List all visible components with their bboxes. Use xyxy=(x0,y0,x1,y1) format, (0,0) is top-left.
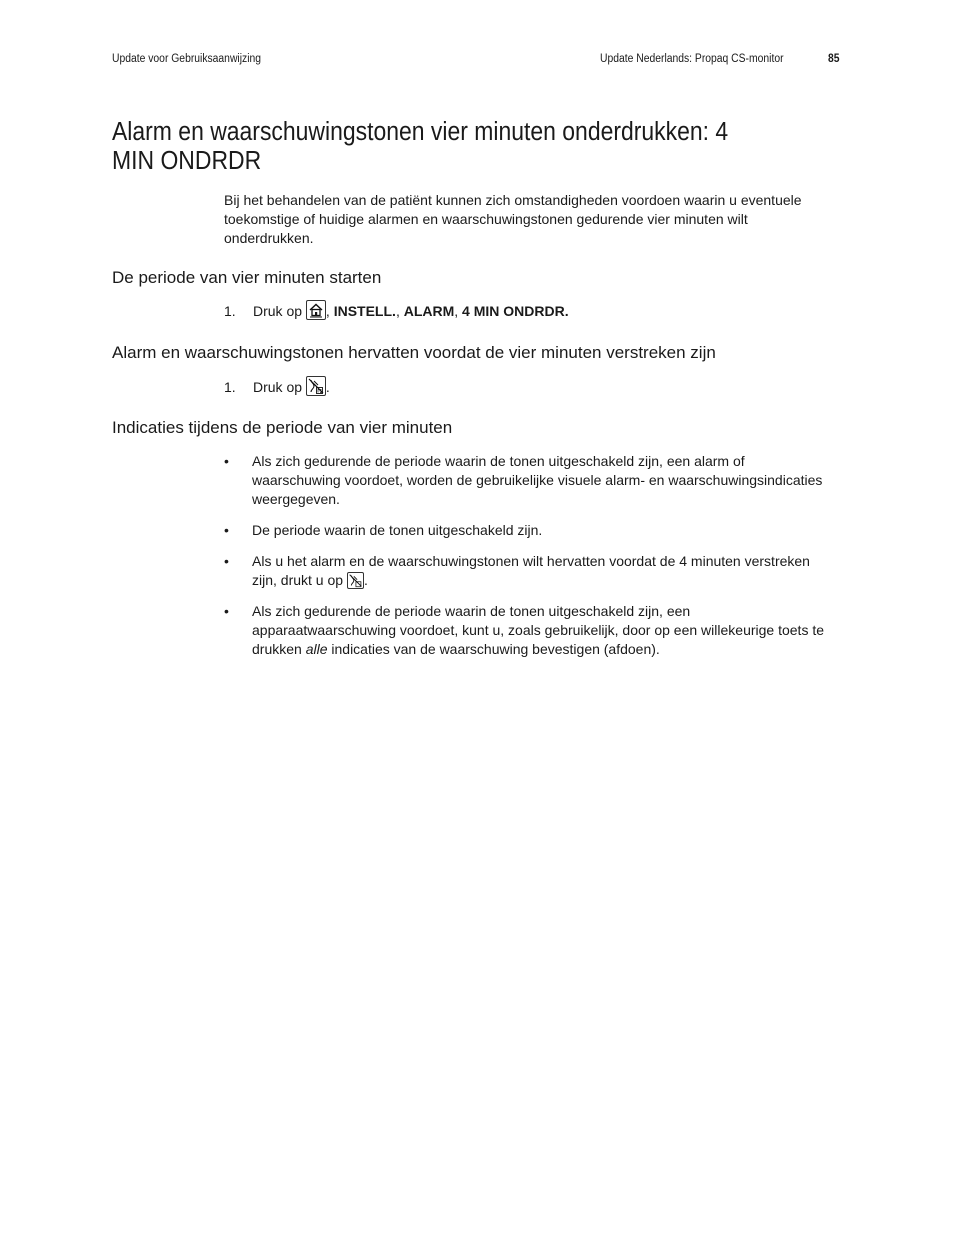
step-resume-tones: 1. Druk op . xyxy=(224,376,330,397)
bullet-marker: • xyxy=(224,553,229,569)
page-title: Alarm en waarschuwingstonen vier minuten onderdrukken: 4 MIN ONDRDR xyxy=(112,118,729,175)
alarm-silence-icon[interactable] xyxy=(306,376,326,396)
list-item: • De periode waarin de tonen uitgeschakeld zijn. xyxy=(224,522,543,538)
section-heading-indications: Indicaties tijdens de periode van vier minuten xyxy=(112,418,453,437)
list-item: • Als zich gedurende de periode waarin de tonen uitgeschakeld zijn, een apparaatwaarschuwing voordoet, kunt u, zoals gebruikelijk, door op een willekeurige toets te drukken alle indicaties van de waarschuwing bevestigen (afdoen). xyxy=(224,603,825,657)
section-heading-resume: Alarm en waarschuwingstonen hervatten voordat de vier minuten verstreken zijn xyxy=(112,343,716,362)
step-text: Druk op xyxy=(253,303,303,319)
emphasis-alle: alle xyxy=(305,641,328,657)
list-item: • Als u het alarm en de waarschuwingstonen wilt hervatten voordat de 4 minuten verstreken zijn, drukt u op . xyxy=(224,553,810,588)
menu-option-4-min-ondrdr: 4 MIN ONDRDR. xyxy=(462,303,569,319)
step-text: Druk op xyxy=(253,379,303,395)
alarm-silence-icon[interactable] xyxy=(347,572,364,589)
running-header-right: Update Nederlands: Propaq CS-monitor xyxy=(600,53,784,65)
bullet-marker: • xyxy=(224,453,229,469)
step-start-period: 1. Druk op , INSTELL., ALARM, 4 MIN ONDRDR. xyxy=(224,300,569,321)
list-item: • Als zich gedurende de periode waarin de tonen uitgeschakeld zijn, een alarm of waarschuwing voordoet, worden de gebruikelijke visuele alarm- en waarschuwingsindicaties weergegeven. xyxy=(224,453,823,507)
home-icon[interactable] xyxy=(306,300,326,320)
bullet-marker: • xyxy=(224,522,229,538)
menu-option-instell: INSTELL. xyxy=(333,303,396,319)
running-header-left: Update voor Gebruiksaanwijzing xyxy=(112,53,262,65)
intro-paragraph: Bij het behandelen van de patiënt kunnen zich omstandigheden voordoen waarin u eventuele toekomstige of huidige alarmen en waarschuwingstonen gedurende vier minuten wilt onderdrukken. xyxy=(224,192,802,246)
step-number: 1. xyxy=(224,303,236,319)
page-number: 85 xyxy=(828,53,840,65)
menu-option-alarm: ALARM xyxy=(403,303,455,319)
step-number: 1. xyxy=(224,379,236,395)
section-heading-start: De periode van vier minuten starten xyxy=(112,268,382,287)
indications-list xyxy=(224,452,836,671)
bullet-marker: • xyxy=(224,603,229,619)
